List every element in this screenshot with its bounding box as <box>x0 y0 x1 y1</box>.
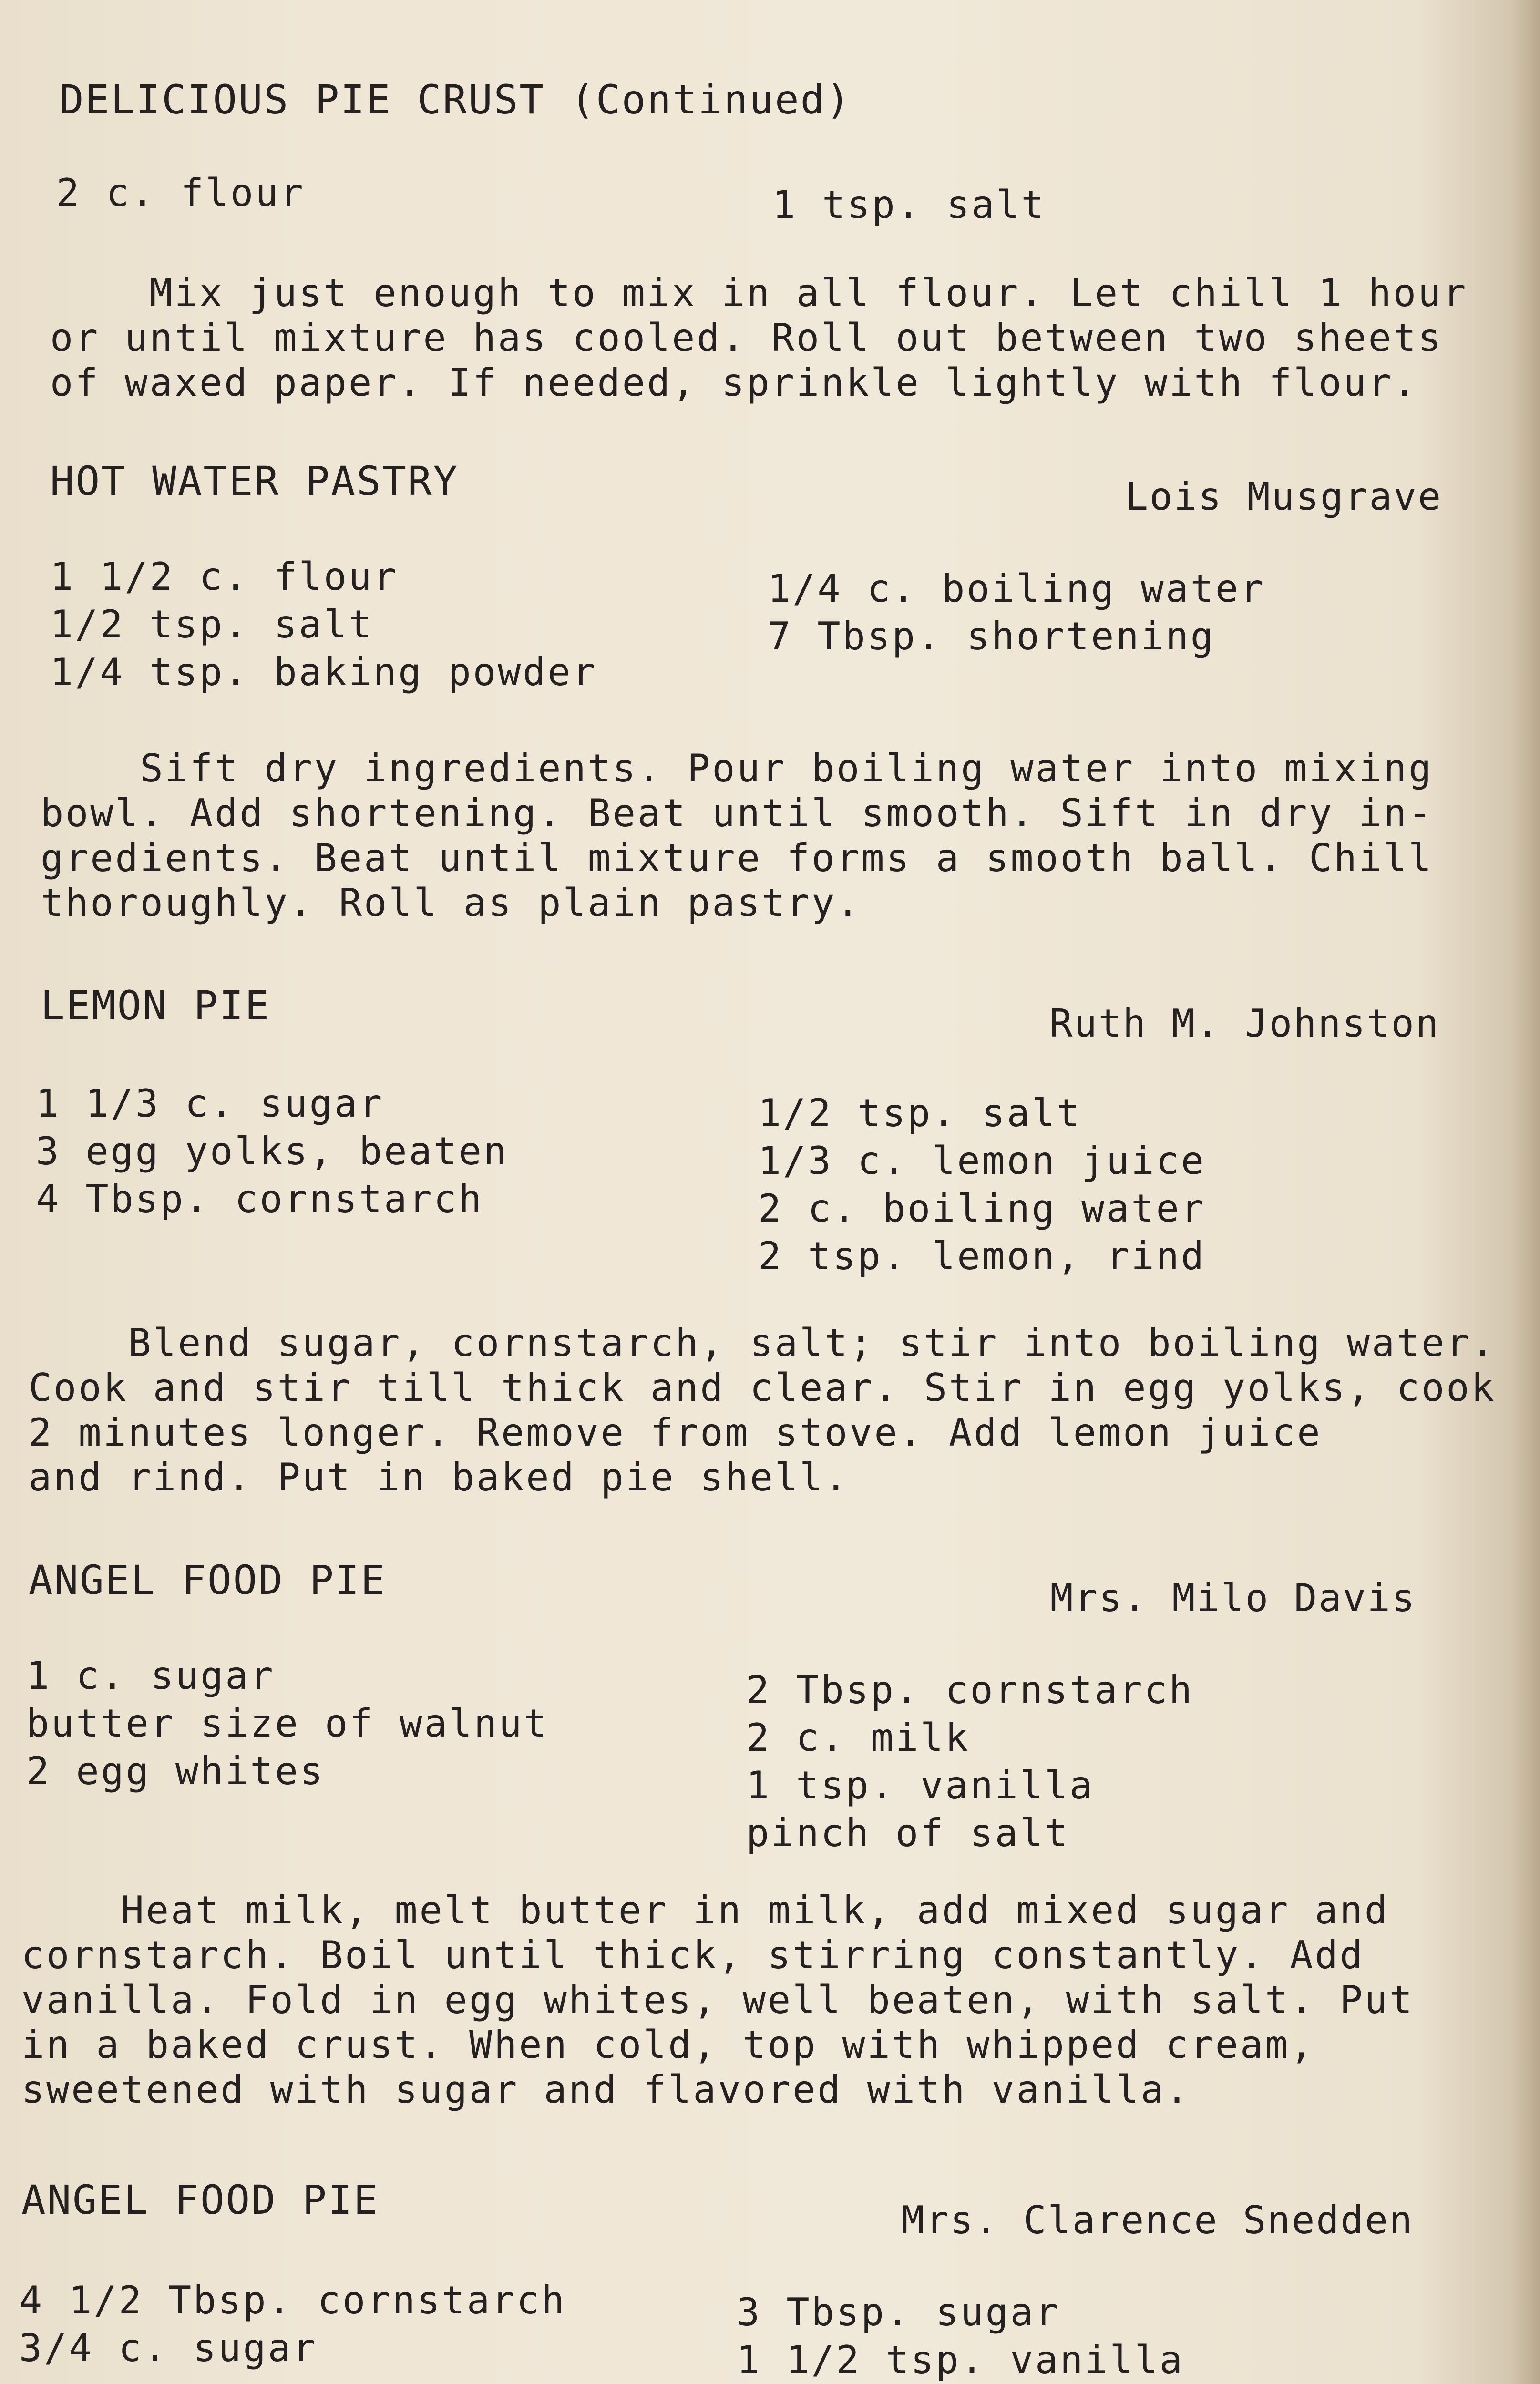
ingredient-list-right <box>772 181 1046 229</box>
ingredient: 7 Tbsp. shortening <box>768 614 1215 658</box>
instruction-line: bowl. Add shortening. Beat until smooth. Sift in dry in- <box>41 791 1434 835</box>
recipe-title: DELICIOUS PIE CRUST (Continued) <box>60 76 852 123</box>
recipe-title: ANGEL FOOD PIE <box>21 2177 380 2223</box>
ingredient: 2 c. boiling water <box>758 1186 1206 1231</box>
ingredient: 1 1/2 tsp. vanilla <box>737 2338 1184 2382</box>
ingredient-list-left <box>36 1080 508 1223</box>
ingredient: 1 1/3 c. sugar <box>36 1081 384 1126</box>
ingredient: 1 tsp. salt <box>772 183 1046 227</box>
page-edge-shadow <box>1511 0 1540 2384</box>
ingredient: butter size of walnut <box>26 1701 549 1746</box>
instruction-line: sweetened with sugar and flavored with vanilla. <box>21 2067 1191 2112</box>
recipe-author: Ruth M. Johnston <box>1049 1001 1440 1046</box>
ingredient: 1/4 c. boiling water <box>768 566 1265 611</box>
instruction-line: or until mixture has cooled. Roll out between two sheets <box>50 316 1443 360</box>
instruction-line: and rind. Put in baked pie shell. <box>29 1455 850 1500</box>
ingredient: 1/4 tsp. baking powder <box>50 650 597 694</box>
ingredient: 3 Tbsp. sugar <box>737 2290 1060 2334</box>
ingredient: pinch of salt <box>746 1811 1070 1855</box>
ingredient: 1/3 c. lemon juice <box>758 1139 1206 1183</box>
instruction-line: Cook and stir till thick and clear. Stir in egg yolks, cook <box>29 1366 1496 1410</box>
instruction-line: Heat milk, melt butter in milk, add mixed sugar and <box>21 1888 1390 1932</box>
ingredient: 1 1/2 c. flour <box>50 555 399 599</box>
recipe-title: ANGEL FOOD PIE <box>29 1557 387 1603</box>
recipe-author: Lois Musgrave <box>1125 474 1442 519</box>
recipe-title: HOT WATER PASTRY <box>50 458 459 504</box>
ingredient-list-left <box>19 2277 566 2372</box>
instruction-line: gredients. Beat until mixture forms a smooth ball. Chill <box>41 836 1434 880</box>
ingredient: 1 c. sugar <box>26 1654 275 1698</box>
recipe-instructions <box>29 1321 1496 1500</box>
ingredient-list-right <box>758 1089 1206 1280</box>
instruction-line: 2 minutes longer. Remove from stove. Add lemon juice <box>29 1410 1322 1455</box>
ingredient-list-left <box>56 169 305 217</box>
recipe-instructions <box>41 746 1433 925</box>
recipe-author: Mrs. Milo Davis <box>1050 1576 1416 1620</box>
ingredient: 1 tsp. vanilla <box>746 1763 1095 1808</box>
instruction-line: Blend sugar, cornstarch, salt; stir into boiling water. <box>29 1321 1496 1365</box>
ingredient: 2 egg whites <box>26 1749 325 1793</box>
recipe-author: Mrs. Clarence Snedden <box>901 2198 1414 2242</box>
ingredient: 4 Tbsp. cornstarch <box>36 1177 483 1221</box>
recipe-title: LEMON PIE <box>41 982 271 1029</box>
instruction-line: Mix just enough to mix in all flour. Let chill 1 hour <box>50 271 1468 315</box>
ingredient-list-right <box>737 2289 1184 2384</box>
instruction-line: cornstarch. Boil until thick, stirring constantly. Add <box>21 1933 1365 1977</box>
instruction-line: in a baked crust. When cold, top with whipped cream, <box>21 2023 1315 2067</box>
ingredient: 4 1/2 Tbsp. cornstarch <box>19 2278 566 2322</box>
ingredient-list-left <box>26 1652 548 1795</box>
ingredient: 2 Tbsp. cornstarch <box>746 1668 1194 1712</box>
ingredient: 1/2 tsp. salt <box>50 602 374 647</box>
recipe-instructions <box>50 271 1468 405</box>
ingredient: 2 c. flour <box>56 171 305 215</box>
ingredient: 3 egg yolks, beaten <box>36 1129 509 1173</box>
instruction-line: of waxed paper. If needed, sprinkle lightly with flour. <box>50 360 1418 405</box>
ingredient: 3/4 c. sugar <box>19 2326 318 2370</box>
ingredient-list-right <box>746 1666 1194 1857</box>
instruction-line: thoroughly. Roll as plain pastry. <box>41 881 862 925</box>
ingredient-list-right <box>768 565 1265 660</box>
ingredient-list-left <box>50 553 597 696</box>
instruction-line: Sift dry ingredients. Pour boiling water into mixing <box>41 746 1434 791</box>
ingredient: 1/2 tsp. salt <box>758 1091 1082 1135</box>
recipe-instructions <box>21 1888 1414 2112</box>
ingredient: 2 c. milk <box>746 1716 970 1760</box>
ingredient: 2 tsp. lemon, rind <box>758 1234 1206 1278</box>
instruction-line: vanilla. Fold in egg whites, well beaten, with salt. Put <box>21 1978 1415 2022</box>
